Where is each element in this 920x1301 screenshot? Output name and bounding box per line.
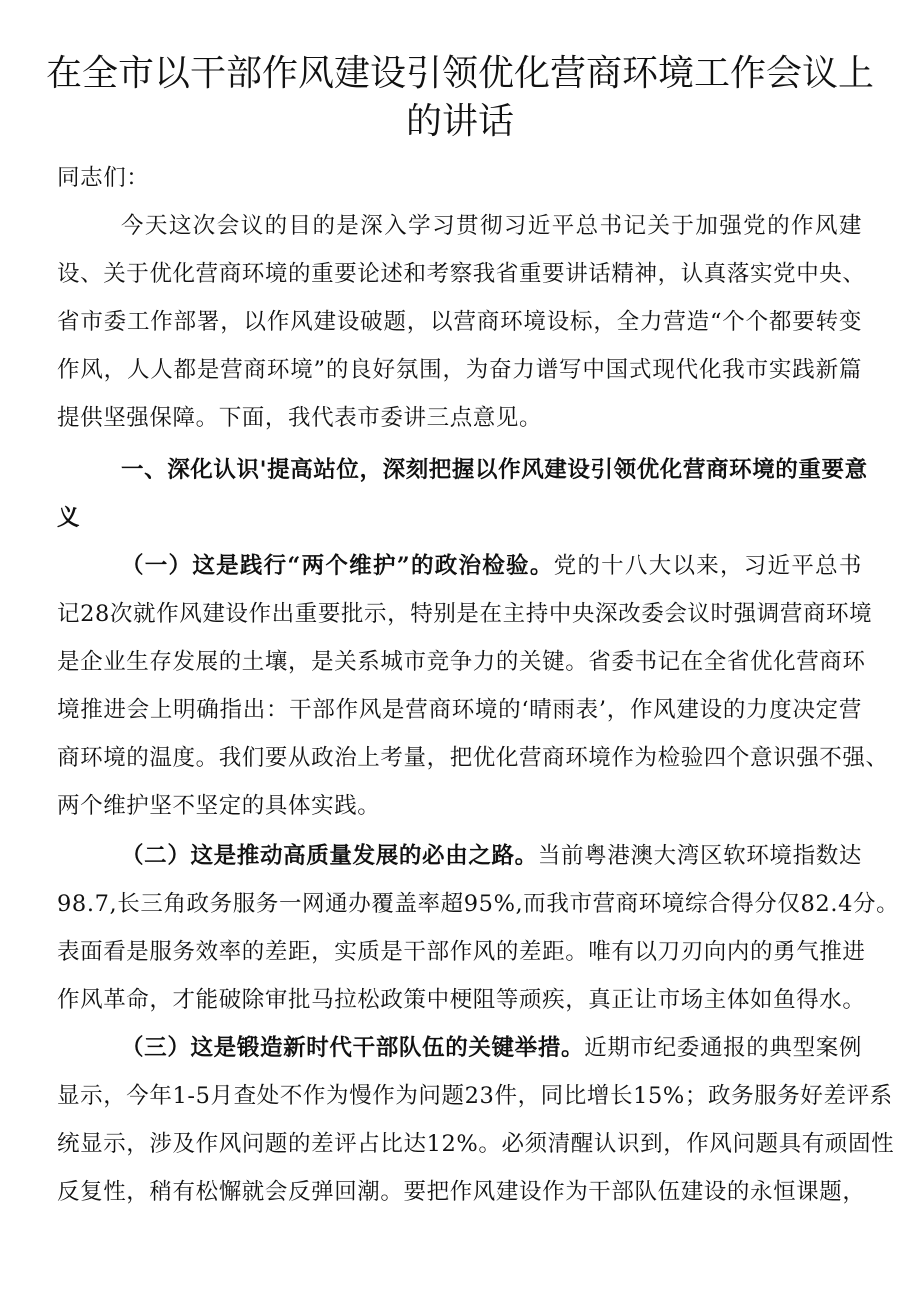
point-1-line-3: 是企业生存发展的土壤，是关系城市竞争力的关键。省委书记在全省优化营商环 bbox=[57, 649, 866, 675]
point-2-line-2: 98.7,长三角政务服务一网通办覆盖率超95%,而我市营商环境综合得分仅82.4分。 bbox=[57, 891, 900, 917]
point-1-text: 党的十八大以来，习近平总书 bbox=[553, 553, 862, 579]
title-line-1: 在全市以干部作风建设引领优化营商环境工作会议上 bbox=[45, 53, 874, 94]
section-heading-1-cont: 义 bbox=[57, 505, 81, 531]
point-3-text: 近期市纪委通报的典型案例 bbox=[584, 1035, 862, 1061]
intro-line-5: 提供坚强保障。下面，我代表市委讲三点意见。 bbox=[57, 405, 543, 431]
intro-line-3: 省市委工作部署，以作风建设破题，以营商环境设标，全力营造“个个都要转变 bbox=[57, 309, 862, 335]
intro-line-1: 今天这次会议的目的是深入学习贯彻习近平总书记关于加强党的作风建 bbox=[121, 213, 862, 239]
point-2-line-3: 表面看是服务效率的差距，实质是干部作风的差距。唯有以刀刃向内的勇气推进 bbox=[57, 939, 866, 965]
point-1-line-5: 商环境的温度。我们要从政治上考量，把优化营商环境作为检验四个意识强不强、 bbox=[57, 745, 889, 771]
point-2-line-4: 作风革命，才能破除审批马拉松政策中梗阻等顽疾，真正让市场主体如鱼得水。 bbox=[57, 987, 866, 1013]
point-3-first-line bbox=[57, 1034, 862, 1062]
point-1-line-2: 记28次就作风建设作出重要批示，特别是在主持中央深改委会议时强调营商环境 bbox=[57, 601, 873, 627]
point-1-line-6: 两个维护坚不坚定的具体实践。 bbox=[57, 793, 381, 819]
point-2-first-line bbox=[57, 842, 862, 870]
salutation: 同志们： bbox=[57, 165, 150, 191]
point-3-line-4: 反复性，稍有松懈就会反弹回潮。要把作风建设作为干部队伍建设的永恒课题， bbox=[57, 1179, 866, 1205]
intro-line-4: 作风，人人都是营商环境”的良好氛围，为奋力谱写中国式现代化我市实践新篇 bbox=[57, 357, 862, 383]
point-3-line-3: 统显示，涉及作风问题的差评占比达12%。必须清醒认识到，作风问题具有顽固性 bbox=[57, 1131, 895, 1157]
point-3-line-2: 显示，今年1-5月查处不作为慢作为问题23件，同比增长15%；政务服务好差评系 bbox=[57, 1083, 893, 1109]
intro-line-2: 设、关于优化营商环境的重要论述和考察我省重要讲话精神，认真落实党中央、 bbox=[57, 261, 866, 287]
title-line-2: 的讲话 bbox=[405, 101, 514, 142]
point-3-heading: （三）这是锻造新时代干部队伍的关键举措。 bbox=[121, 1035, 585, 1061]
point-2-text: 当前粤港澳大湾区软环境指数达 bbox=[537, 843, 862, 869]
point-2-heading: （二）这是推动高质量发展的必由之路。 bbox=[121, 843, 538, 869]
document-title bbox=[40, 50, 880, 146]
point-1-first-line bbox=[57, 552, 862, 580]
section-heading-1: 一、深化认识'提高站位，深刻把握以作风建设引领优化营商环境的重要意 bbox=[121, 457, 868, 483]
point-1-line-4: 境推进会上明确指出：干部作风是营商环境的‘晴雨表’，作风建设的力度决定营 bbox=[57, 697, 862, 723]
point-1-heading: （一）这是践行“两个维护”的政治检验。 bbox=[121, 553, 554, 579]
